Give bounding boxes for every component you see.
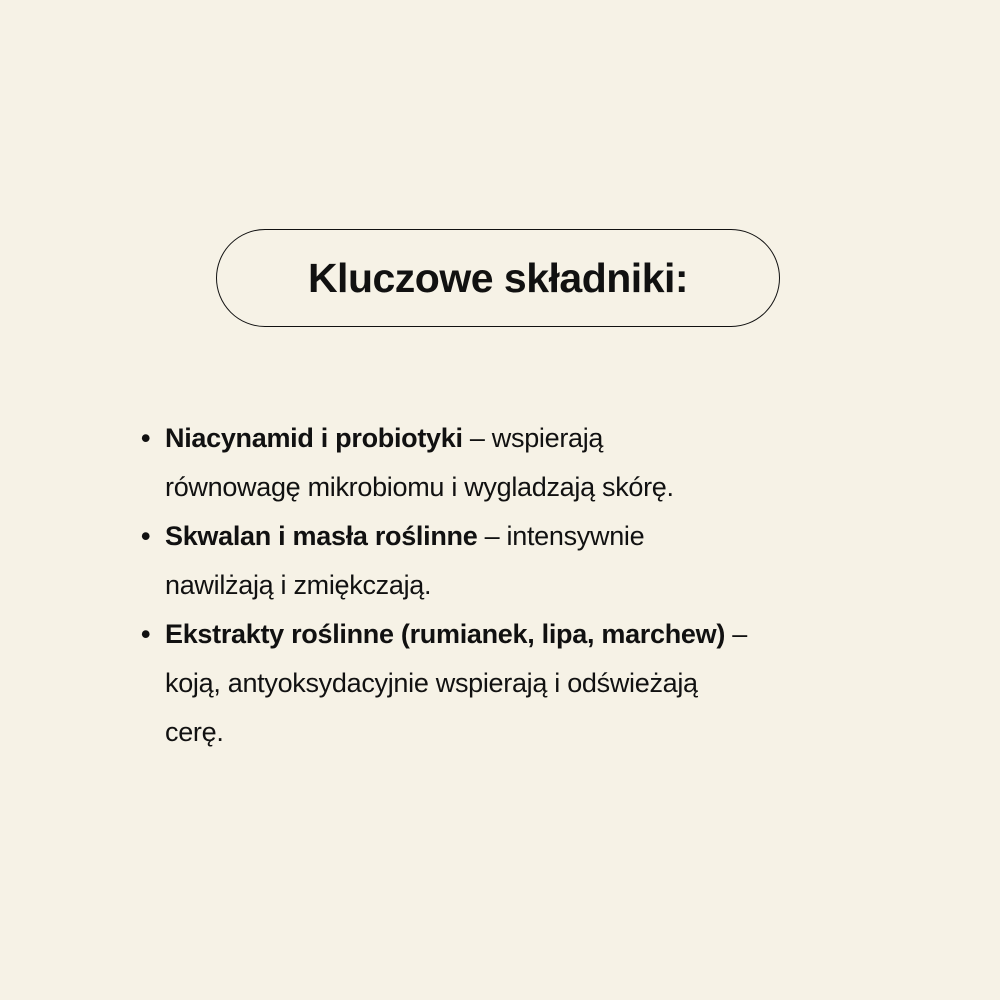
ingredient-name: Skwalan i masła roślinne <box>165 521 478 551</box>
bullet-icon: • <box>141 521 151 551</box>
ingredient-desc: cerę. <box>165 717 224 747</box>
list-item <box>138 414 918 512</box>
list-item <box>138 512 918 610</box>
page-title: Kluczowe składniki: <box>307 254 689 301</box>
ingredient-desc: koją, antyoksydacyjnie wspierają i odświeżają <box>165 668 698 698</box>
title-pill <box>216 229 780 327</box>
bullet-icon: • <box>141 423 151 453</box>
ingredient-desc: – wspierają <box>469 423 604 453</box>
ingredient-desc: równowagę mikrobiomu i wygladzają skórę. <box>165 472 674 502</box>
ingredient-desc: nawilżają i zmiękczają. <box>165 570 432 600</box>
ingredient-name: Niacynamid i probiotyki <box>165 423 463 453</box>
ingredient-desc: – <box>732 619 747 649</box>
ingredients-list <box>138 414 918 757</box>
bullet-icon: • <box>141 619 151 649</box>
ingredient-name: Ekstrakty roślinne (rumianek, lipa, marchew) <box>165 619 726 649</box>
list-item <box>138 610 918 757</box>
ingredient-desc: – intensywnie <box>484 521 645 551</box>
